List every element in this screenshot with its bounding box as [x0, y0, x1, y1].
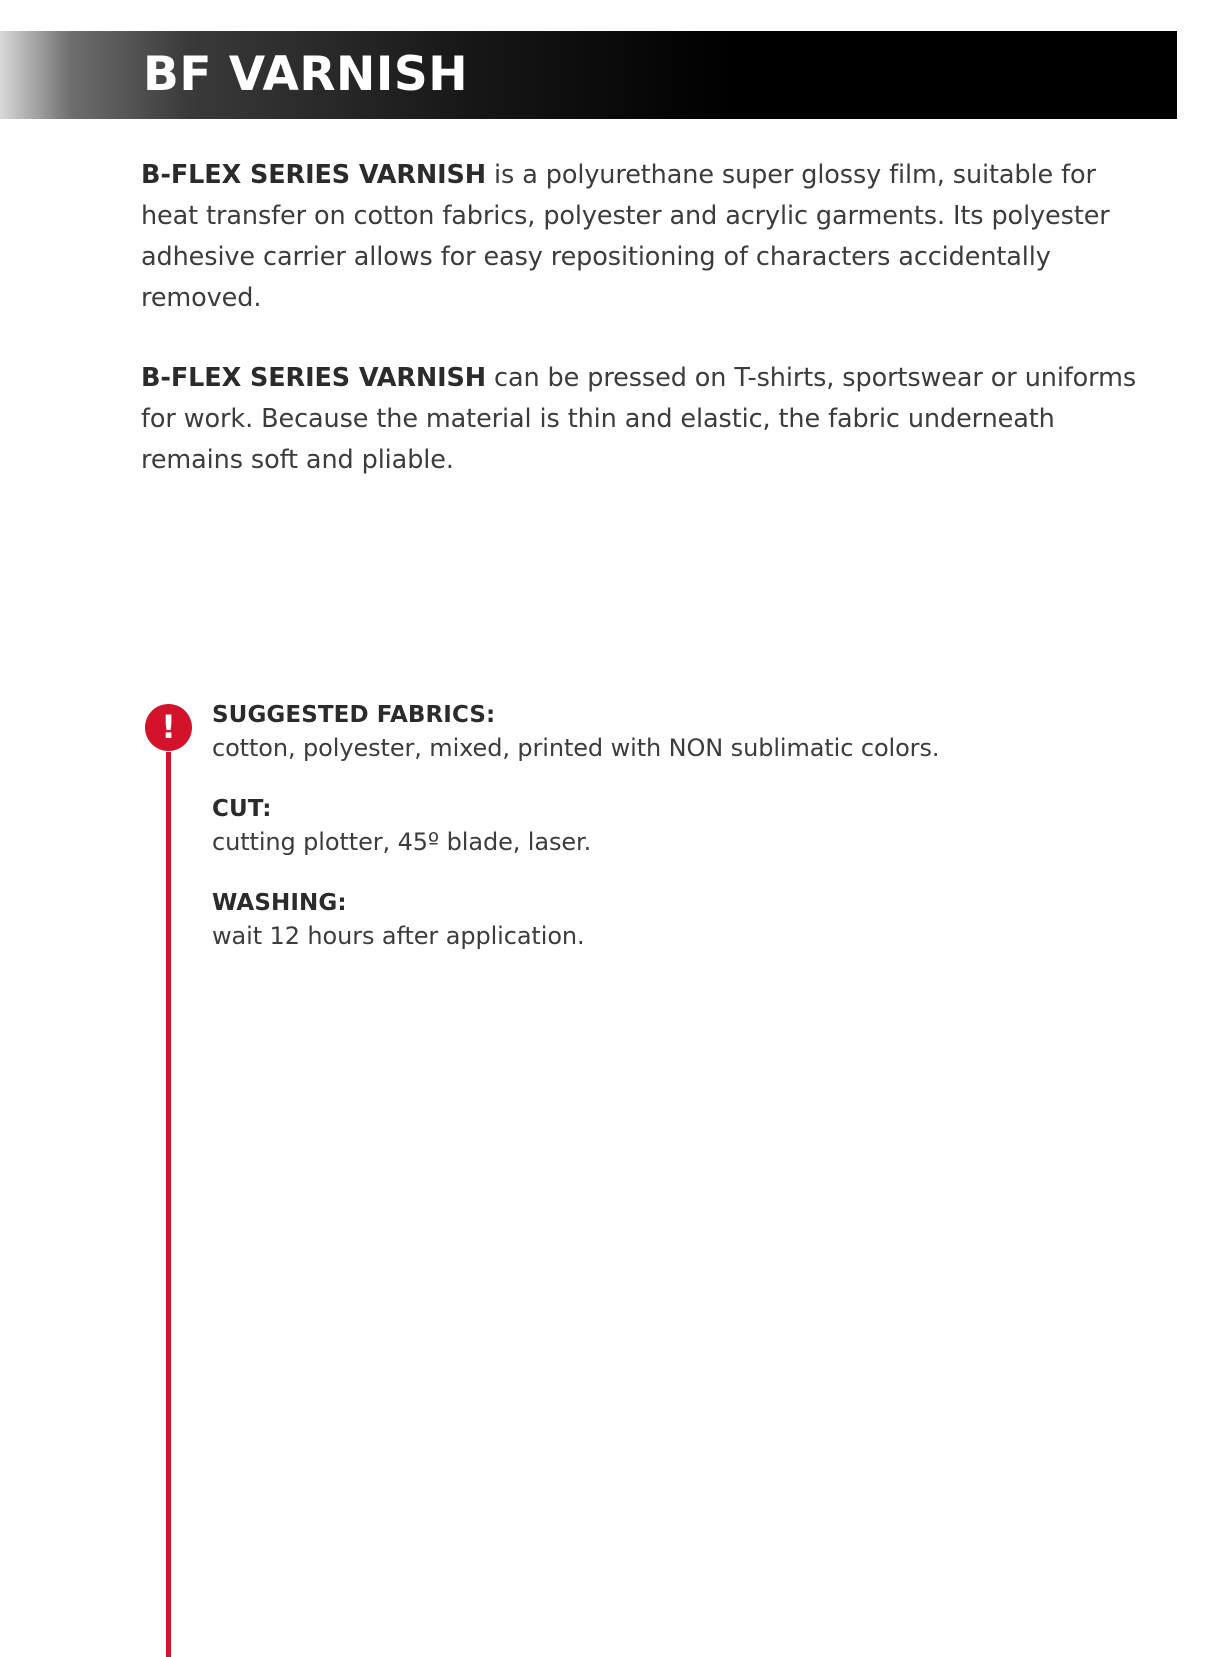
notes-list: [212, 700, 1091, 953]
exclamation-glyph: !: [161, 707, 176, 746]
page-title: BF VARNISH: [143, 47, 469, 102]
description-paragraph-1: [141, 155, 1146, 319]
accent-rule: [166, 752, 171, 1657]
note-text: cotton, polyester, mixed, printed with NON sublimatic colors.: [212, 734, 940, 762]
description-rest-1: is a polyurethane super glossy film, suitable for heat transfer on cotton fabrics, polyester and acrylic garments. Its polyester adhesive carrier allows for easy repositioning of characters accidentally removed.: [141, 160, 1110, 313]
note-title: SUGGESTED FABRICS:: [212, 702, 496, 728]
description-paragraph-2: [141, 358, 1146, 481]
note-item: [212, 888, 1091, 953]
description-rest-2: can be pressed on T-shirts, sportswear or uniforms for work. Because the material is thin and elastic, the fabric underneath remains soft and pliable.: [141, 363, 1137, 475]
exclamation-icon: [145, 704, 192, 751]
note-text: wait 12 hours after application.: [212, 922, 585, 950]
usage-notes: [141, 700, 1091, 953]
description-lead-1: B-FLEX SERIES VARNISH: [141, 160, 487, 190]
product-description: [141, 155, 1146, 481]
note-item: [212, 700, 1091, 765]
note-title: WASHING:: [212, 890, 347, 916]
description-lead-2: B-FLEX SERIES VARNISH: [141, 363, 487, 393]
note-text: cutting plotter, 45º blade, laser.: [212, 828, 592, 856]
note-title: CUT:: [212, 796, 272, 822]
note-item: [212, 794, 1091, 859]
